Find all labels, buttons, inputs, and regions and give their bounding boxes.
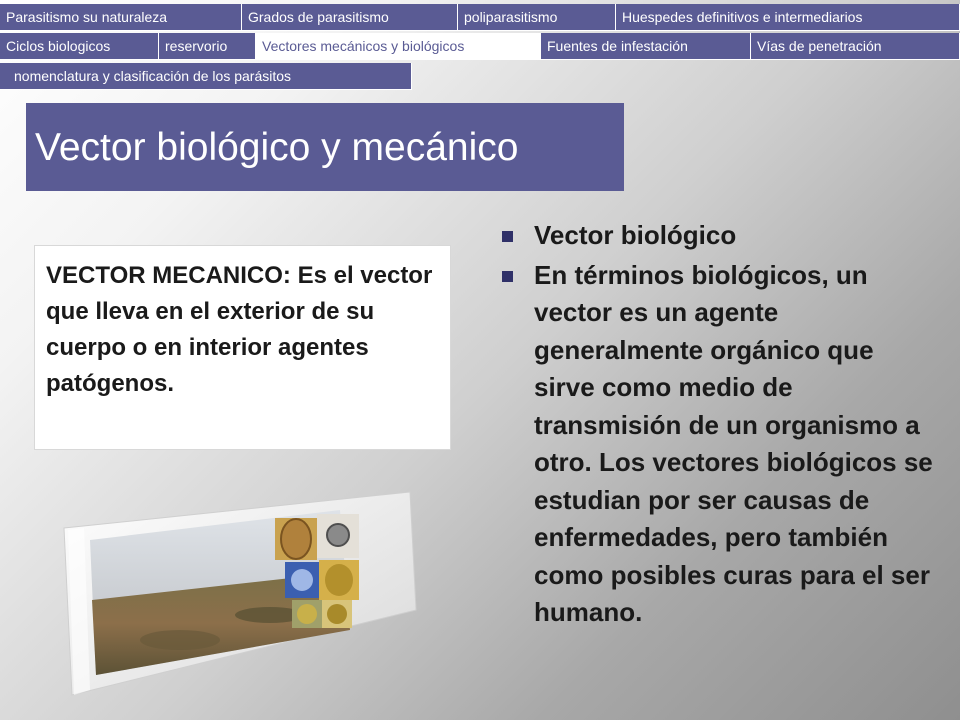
- tab-fuentes-de-infestacion[interactable]: Fuentes de infestación: [541, 33, 751, 60]
- tab-reservorio[interactable]: reservorio: [159, 33, 256, 60]
- bullet-list: [498, 217, 938, 634]
- bullet-text: Vector biológico: [534, 220, 737, 250]
- tab-nomenclatura[interactable]: nomenclatura y clasificación de los parásitos: [0, 63, 412, 90]
- tab-huespedes[interactable]: Huespedes definitivos e intermediarios: [616, 4, 960, 31]
- collage-image: [60, 490, 420, 700]
- bullet-text: En términos biológicos, un vector es un agente generalmente orgánico que sirve como medio de transmisión de un organismo a otro. Los vectores biológicos se estudian por ser causas de enfermedades, pero también como posibles curas para el ser humano.: [534, 259, 933, 627]
- tab-vias-de-penetracion[interactable]: Vías de penetración: [751, 33, 960, 60]
- bullet-marker-icon: [502, 271, 513, 282]
- slide-title: Vector biológico y mecánico: [35, 126, 519, 169]
- tab-grados-de-parasitismo[interactable]: Grados de parasitismo: [242, 4, 458, 31]
- tab-parasitismo[interactable]: Parasitismo su naturaleza: [0, 4, 242, 31]
- callout-box: [34, 245, 451, 450]
- bullet-item: [498, 257, 938, 632]
- bullet-marker-icon: [502, 231, 513, 242]
- tab-vectores[interactable]: Vectores mecánicos y biológicos: [256, 33, 541, 60]
- slide-title-box: [26, 103, 624, 191]
- callout-text: VECTOR MECANICO: Es el vector que lleva en el exterior de su cuerpo o en interior agentes patógenos.: [46, 262, 433, 397]
- tab-ciclos-biologicos[interactable]: Ciclos biologicos: [0, 33, 159, 60]
- tab-poliparasitismo[interactable]: poliparasitismo: [458, 4, 616, 31]
- collage-image-graphic: [60, 490, 420, 700]
- bullet-item: [498, 217, 938, 255]
